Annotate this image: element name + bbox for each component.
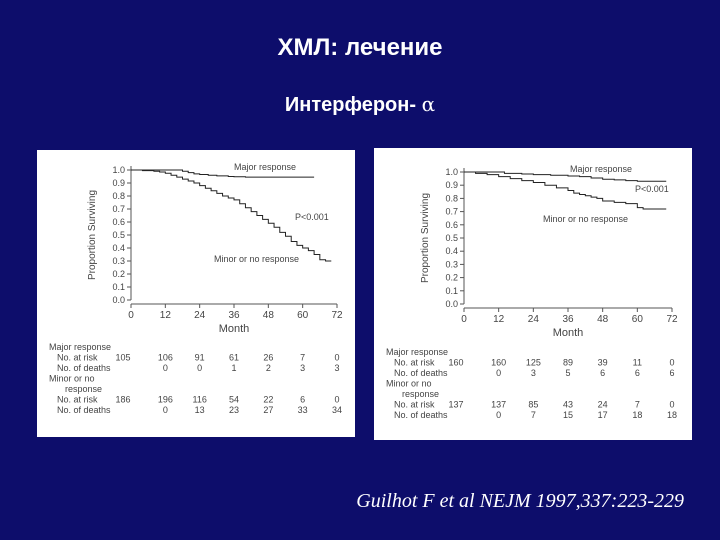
- y-axis-label: Proportion Surviving: [420, 192, 431, 284]
- risk-table-cell: 0: [496, 410, 502, 420]
- risk-table-cell: 3: [334, 363, 340, 373]
- y-tick-label: 0.0: [112, 295, 125, 305]
- risk-table-cell: 34: [331, 405, 343, 415]
- risk-table-row-label: No. at risk: [57, 352, 98, 363]
- chart-annotation: P<0.001: [635, 184, 669, 194]
- risk-table-cell: 43: [562, 399, 574, 410]
- survival-chart-right-svg: [374, 148, 692, 440]
- risk-table-cell: 186: [115, 394, 131, 405]
- risk-table-cell: 196: [157, 394, 173, 405]
- y-tick-label: 0.2: [112, 269, 125, 279]
- x-tick-label: 36: [228, 310, 240, 321]
- risk-table-cell: 26: [263, 352, 274, 363]
- y-tick-label: 0.1: [112, 282, 125, 292]
- y-tick-label: 0.8: [445, 193, 458, 204]
- risk-table-cell: 0: [334, 352, 340, 363]
- y-tick-label: 0.5: [445, 233, 458, 243]
- survival-chart-left: [37, 150, 355, 437]
- survival-chart-left-svg: [37, 150, 355, 437]
- risk-table-cell: 137: [491, 399, 507, 410]
- risk-table-row-label: No. at risk: [394, 399, 435, 410]
- x-tick-label: 0: [461, 314, 467, 325]
- risk-table-cell: 3: [300, 363, 306, 373]
- x-tick-label: 24: [194, 310, 206, 321]
- risk-table-cell: 137: [448, 399, 464, 410]
- risk-table-cell: 105: [115, 352, 131, 363]
- risk-table-cell: 3: [530, 368, 536, 378]
- risk-table-cell: 7: [300, 352, 306, 363]
- y-tick-label: 0.8: [112, 191, 125, 201]
- x-axis-label: Month: [552, 327, 584, 339]
- chart-annotation: Major response: [234, 162, 297, 172]
- x-tick-label: 60: [297, 310, 309, 321]
- y-tick-label: 0.2: [445, 272, 458, 283]
- y-tick-label: 0.0: [445, 299, 458, 309]
- risk-table-cell: 7: [530, 410, 536, 420]
- risk-table-cell: 18: [666, 410, 678, 420]
- x-tick-label: 60: [631, 314, 643, 325]
- risk-table-row-label: Minor or no: [386, 378, 432, 389]
- slide-title: ХМЛ: лечение: [277, 34, 443, 61]
- risk-table-cell: 7: [634, 399, 640, 410]
- risk-table-cell: 61: [228, 352, 240, 363]
- risk-table-cell: 33: [297, 405, 308, 415]
- risk-table-cell: 0: [669, 399, 675, 410]
- y-tick-label: 0.1: [445, 285, 458, 296]
- y-tick-label: 0.3: [112, 256, 125, 266]
- risk-table-cell: 6: [300, 394, 306, 405]
- risk-table-row-label: No. of deaths: [57, 363, 111, 373]
- risk-table-cell: 116: [192, 394, 207, 405]
- y-tick-label: 0.9: [445, 180, 458, 191]
- x-axis-label: Month: [218, 323, 250, 335]
- y-tick-label: 0.4: [445, 246, 458, 257]
- y-tick-label: 0.6: [112, 217, 125, 227]
- risk-table-row-label: No. at risk: [394, 357, 435, 368]
- y-tick-label: 0.7: [445, 206, 458, 217]
- series-line-major-response: [464, 172, 666, 181]
- risk-table-cell: 0: [162, 405, 168, 415]
- slide-subtitle: [0, 92, 720, 117]
- y-tick-label: 0.6: [445, 219, 458, 230]
- y-tick-label: 0.9: [112, 178, 125, 188]
- risk-table-row-label: No. of deaths: [394, 368, 448, 378]
- y-tick-label: 0.3: [445, 259, 458, 270]
- risk-table-cell: 85: [528, 399, 539, 410]
- risk-table-cell: 0: [334, 394, 340, 405]
- risk-table-row-label: response: [65, 384, 103, 394]
- x-tick-label: 72: [666, 314, 678, 325]
- x-tick-label: 12: [159, 310, 171, 321]
- x-tick-label: 72: [331, 310, 343, 321]
- citation: Guilhot F et al NEJM 1997,337:223-229: [356, 490, 684, 512]
- x-tick-label: 48: [597, 314, 609, 325]
- chart-annotation: Major response: [570, 164, 633, 174]
- risk-table-cell: 24: [597, 399, 608, 410]
- risk-table-cell: 89: [562, 357, 574, 368]
- y-tick-label: 1.0: [445, 167, 458, 177]
- risk-table-cell: 91: [194, 352, 205, 363]
- risk-table-cell: 0: [197, 363, 203, 373]
- risk-table-row-label: No. at risk: [57, 394, 98, 405]
- risk-table-cell: 6: [634, 368, 640, 378]
- y-tick-label: 0.7: [112, 204, 125, 214]
- risk-table-cell: 0: [496, 368, 502, 378]
- x-tick-label: 48: [262, 310, 274, 321]
- risk-table-row-label: No. of deaths: [57, 405, 111, 415]
- risk-table-cell: 15: [562, 410, 574, 420]
- risk-table-cell: 0: [669, 357, 675, 368]
- chart-annotation: P<0.001: [295, 212, 329, 222]
- risk-table-cell: 2: [265, 363, 271, 373]
- risk-table-cell: 5: [565, 368, 571, 378]
- risk-table-row-label: Major response: [49, 342, 112, 352]
- survival-chart-right: [374, 148, 692, 440]
- risk-table-cell: 160: [491, 357, 507, 368]
- risk-table-cell: 1: [231, 363, 237, 373]
- risk-table-cell: 23: [228, 405, 240, 415]
- y-axis-label: Proportion Surviving: [87, 189, 98, 281]
- x-tick-label: 12: [493, 314, 505, 325]
- risk-table-cell: 22: [263, 394, 274, 405]
- risk-table-cell: 106: [157, 352, 173, 363]
- risk-table-cell: 39: [597, 357, 608, 368]
- risk-table-cell: 0: [162, 363, 168, 373]
- risk-table-row-label: Minor or no: [49, 373, 95, 384]
- risk-table-cell: 6: [669, 368, 675, 378]
- risk-table-cell: 11: [632, 357, 643, 368]
- y-tick-label: 0.5: [112, 230, 125, 240]
- risk-table-row-label: No. of deaths: [394, 410, 448, 420]
- x-tick-label: 36: [562, 314, 574, 325]
- risk-table-row-label: response: [402, 389, 440, 399]
- y-tick-label: 0.4: [112, 243, 125, 253]
- risk-table-cell: 160: [448, 357, 464, 368]
- chart-annotation: Minor or no response: [214, 254, 300, 264]
- x-tick-label: 0: [128, 310, 134, 321]
- risk-table-cell: 54: [228, 394, 240, 405]
- risk-table-cell: 13: [194, 405, 205, 415]
- risk-table-cell: 17: [597, 410, 608, 420]
- chart-annotation: Minor or no response: [543, 214, 629, 224]
- risk-table-row-label: Major response: [386, 347, 449, 357]
- risk-table-cell: 27: [263, 405, 274, 415]
- subtitle-text: Интерферон-: [284, 94, 417, 116]
- x-tick-label: 24: [527, 314, 539, 325]
- risk-table-cell: 125: [525, 357, 541, 368]
- y-tick-label: 1.0: [112, 165, 125, 175]
- risk-table-cell: 18: [632, 410, 643, 420]
- alpha-symbol: α: [421, 92, 436, 116]
- risk-table-cell: 6: [600, 368, 606, 378]
